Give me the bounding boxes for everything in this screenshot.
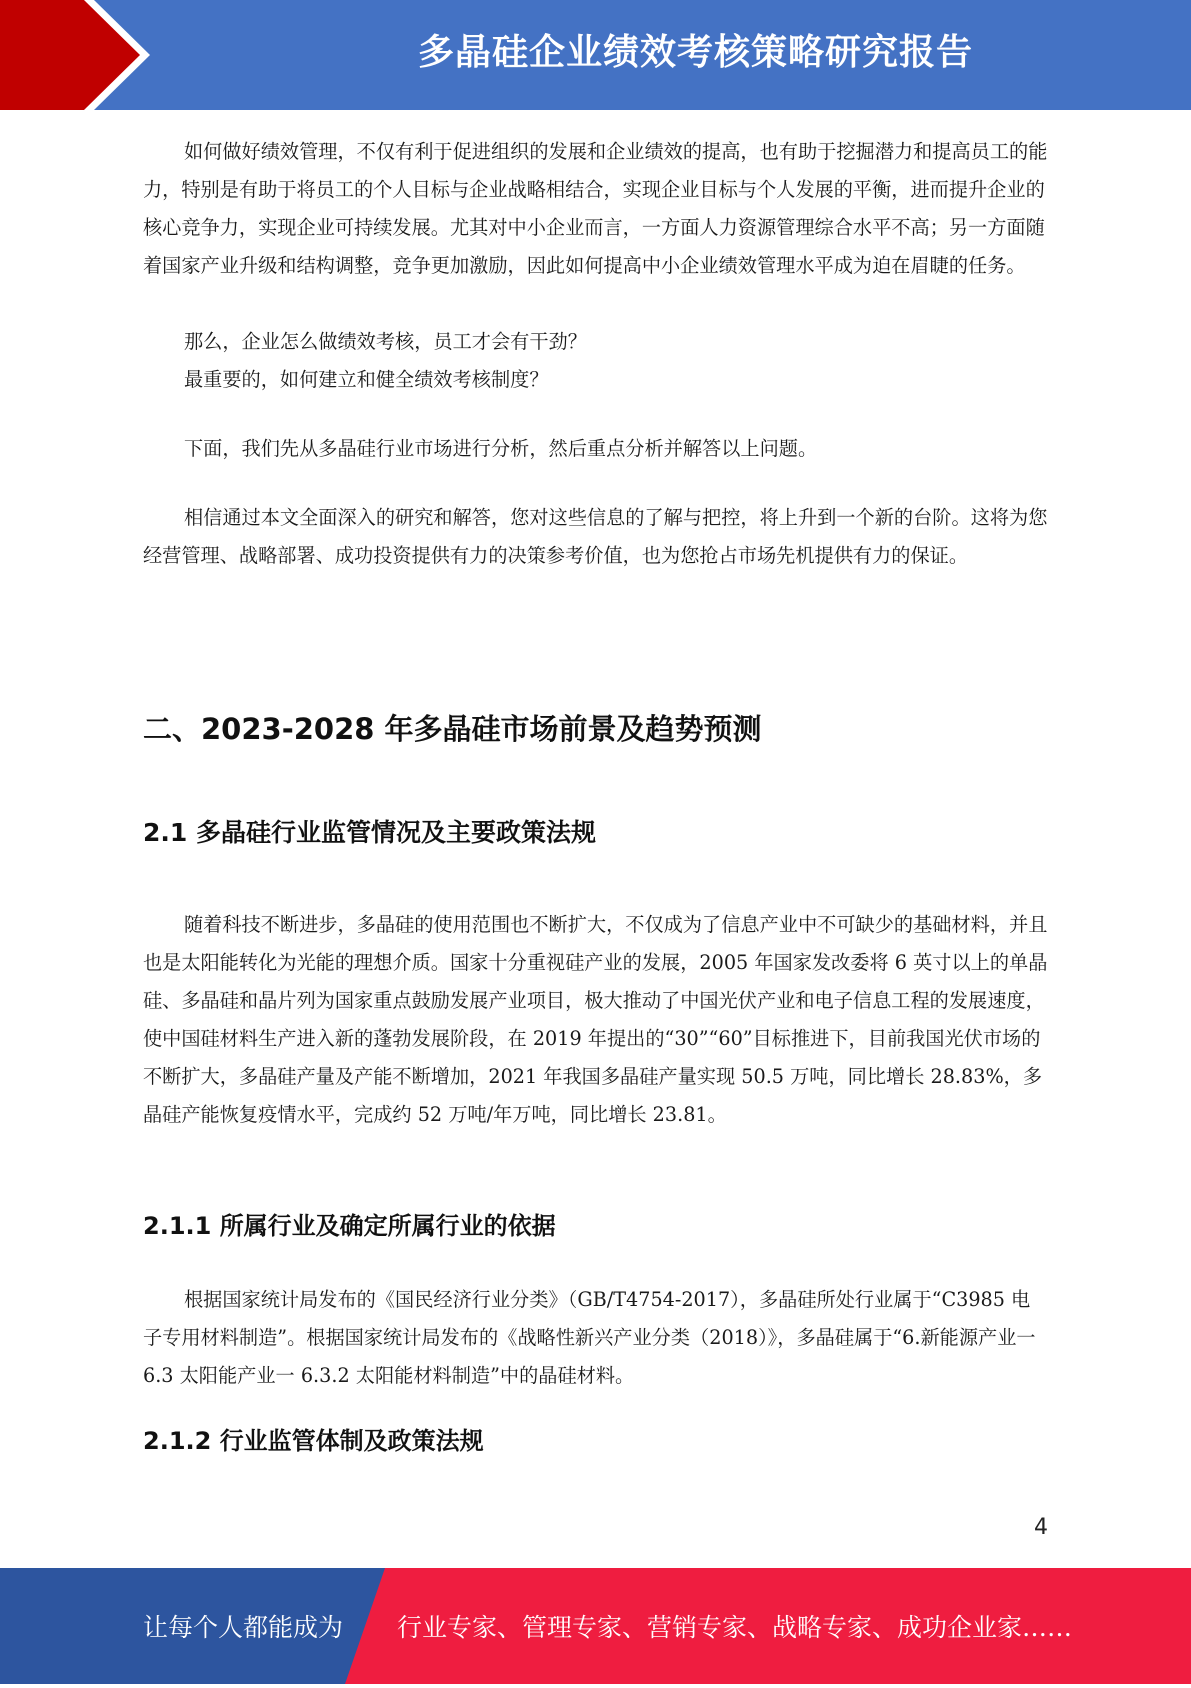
subsection-2-1-paragraph: 随着科技不断进步，多晶硅的使用范围也不断扩大，不仅成为了信息产业中不可缺少的基础材料，并且也是太阳能转化为光能的理想介质。国家十分重视硅产业的发展，2005 年国家发改委将 6 英寸以上的单晶硅、多晶硅和晶片列为国家重点鼓励发展产业项目，极大推动了中国光伏产业和电子信息工程的发展速度，使中国硅材料生产进入新的蓬勃发展阶段，在 2019 年提出的“30”“60”目标推进下，目前我国光伏市场的不断扩大，多晶硅产量及产能不断增加，2021 年我国多晶硅产量实现 50.5 万吨，同比增长 28.83%，多晶硅产能恢复疫情水平，完成约 52 万吨/年万吨，同比增长 23.81。 xyxy=(143,913,1048,1126)
subsection-2-1-1-paragraph: 根据国家统计局发布的《国民经济行业分类》（GB/T4754-2017），多晶硅所处行业属于“C3985 电子专用材料制造”。根据国家统计局发布的《战略性新兴产业分类（2018）》，多晶硅属于“6.新能源产业一 6.3 太阳能产业一 6.3.2 太阳能材料制造”中的晶硅材料。 xyxy=(143,1288,1036,1387)
subsection-heading-2-1-2: 2.1.2 行业监管体制及政策法规 xyxy=(143,1427,484,1455)
page-header xyxy=(0,0,1191,110)
intro-section xyxy=(143,133,1049,575)
report-title: 多晶硅企业绩效考核策略研究报告 xyxy=(417,32,973,73)
footer-slogan-right: 行业专家、管理专家、营销专家、战略专家、成功企业家…… xyxy=(397,1613,1073,1642)
intro-question-1: 那么，企业怎么做绩效考核，员工才会有干劲？ xyxy=(184,330,587,353)
footer-slogan-left: 让每个人都能成为 xyxy=(143,1613,344,1642)
intro-question-2: 最重要的，如何建立和健全绩效考核制度？ xyxy=(184,368,549,391)
subsection-2-1-body xyxy=(143,906,1049,1134)
subsection-2-1-1-body xyxy=(143,1281,1049,1395)
intro-paragraph-1: 如何做好绩效管理，不仅有利于促进组织的发展和企业绩效的提高，也有助于挖掘潜力和提高员工的能力，特别是有助于将员工的个人目标与企业战略相结合，实现企业目标与个人发展的平衡，进而提升企业的核心竞争力，实现企业可持续发展。尤其对中小企业而言，一方面人力资源管理综合水平不高；另一方面随着国家产业升级和结构调整，竞争更加激励，因此如何提高中小企业绩效管理水平成为迫在眉睫的任务。 xyxy=(143,140,1048,277)
page-footer xyxy=(0,1568,1191,1684)
page-number: 4 xyxy=(1034,1515,1048,1540)
subsection-heading-2-1: 2.1 多晶硅行业监管情况及主要政策法规 xyxy=(143,818,596,847)
intro-paragraph-3: 相信通过本文全面深入的研究和解答，您对这些信息的了解与把控，将上升到一个新的台阶。这将为您经营管理、战略部署、成功投资提供有力的决策参考价值，也为您抢占市场先机提供有力的保证。 xyxy=(143,506,1048,567)
header-chevron-icon xyxy=(0,0,140,110)
subsection-heading-2-1-1: 2.1.1 所属行业及确定所属行业的依据 xyxy=(143,1212,556,1240)
section-heading: 二、2023-2028 年多晶硅市场前景及趋势预测 xyxy=(143,712,762,746)
intro-paragraph-2: 下面，我们先从多晶硅行业市场进行分析，然后重点分析并解答以上问题。 xyxy=(184,437,818,460)
